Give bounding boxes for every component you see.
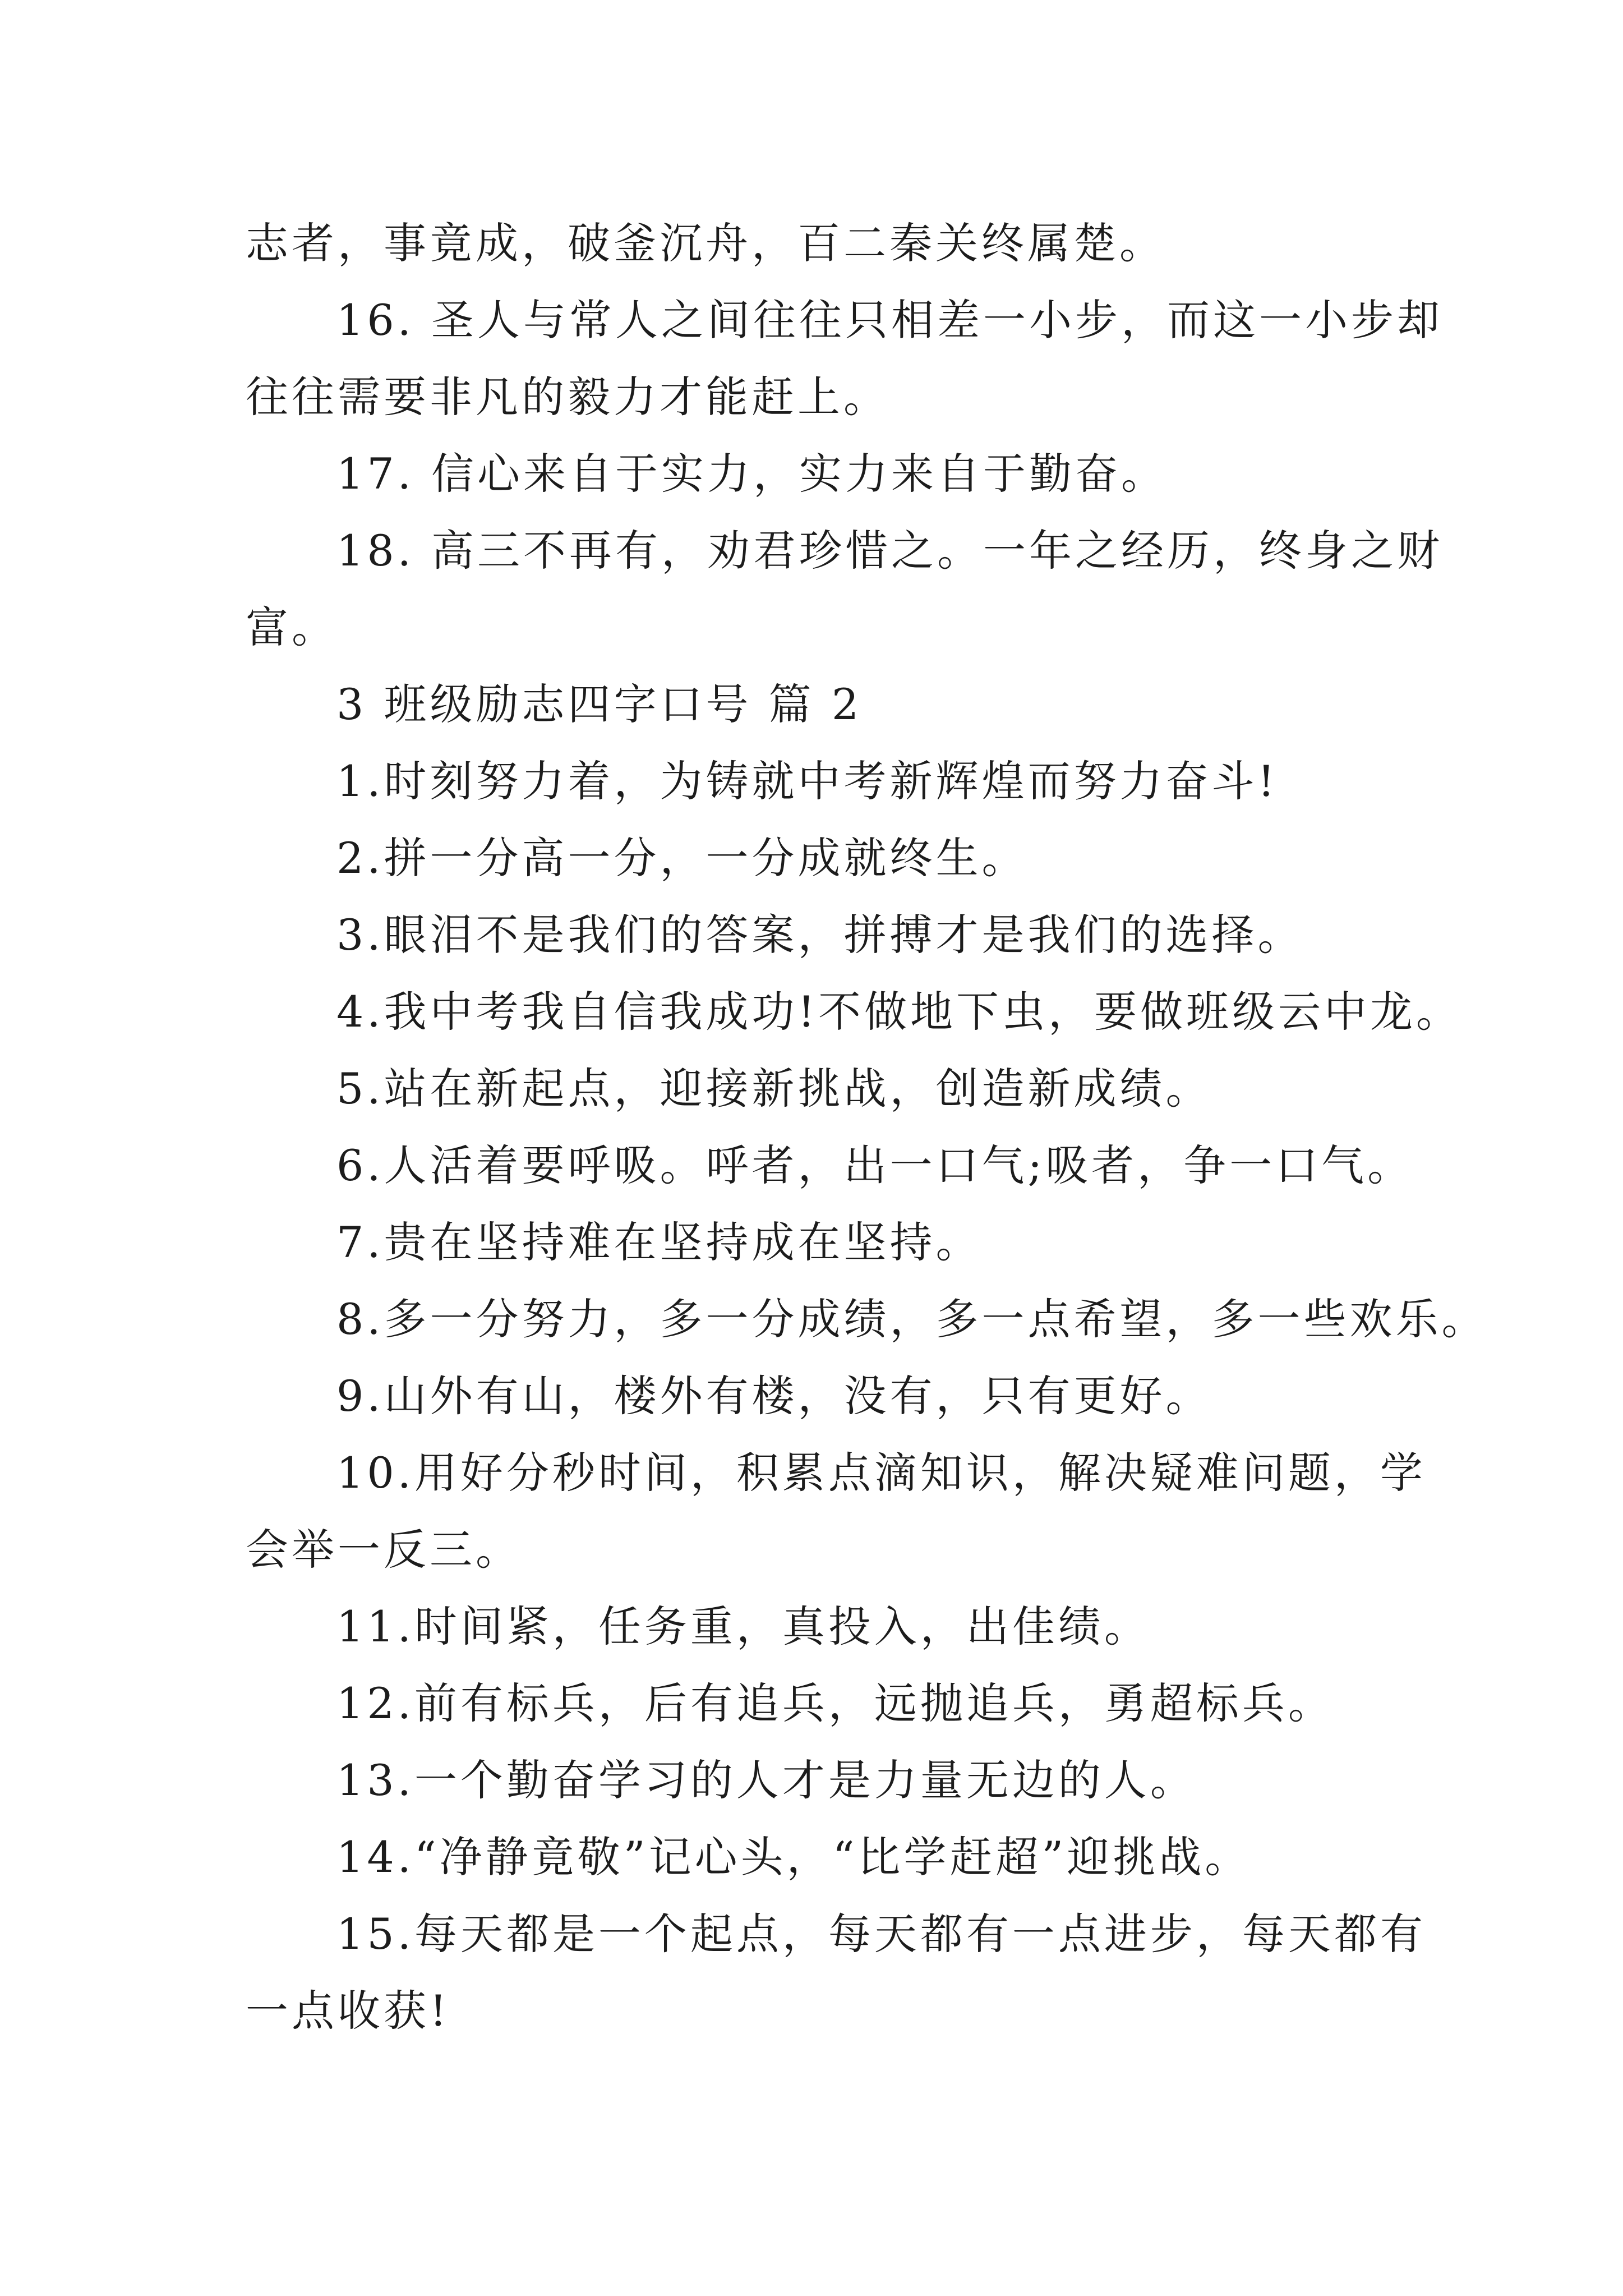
document-body	[246, 205, 1488, 2049]
text-line: 10.用好分秒时间，积累点滴知识，解决疑难问题，学	[336, 1448, 1426, 1498]
text-line: 18. 高三不再有，劝君珍惜之。一年之经历，终身之财	[336, 526, 1444, 576]
text-line: 会举一反三。	[246, 1525, 522, 1575]
text-line: 4.我中考我自信我成功!不做地下虫，要做班级云中龙。	[336, 987, 1463, 1037]
text-line: 14.“净静竟敬”记心头，“比学赶超”迎挑战。	[336, 1832, 1251, 1882]
text-line: 7.贵在坚持难在坚持成在坚持。	[336, 1217, 982, 1267]
text-line: 12.前有标兵，后有追兵，远抛追兵，勇超标兵。	[336, 1678, 1334, 1728]
text-line: 富。	[246, 602, 338, 652]
text-line: 16. 圣人与常人之间往往只相差一小步，而这一小步却	[336, 295, 1444, 345]
text-line: 往往需要非凡的毅力才能赶上。	[246, 372, 889, 422]
text-line: 5.站在新起点，迎接新挑战，创造新成绩。	[336, 1064, 1212, 1114]
text-line: 17. 信心来自于实力，实力来自于勤奋。	[336, 449, 1168, 499]
text-line: 13.一个勤奋学习的人才是力量无边的人。	[336, 1755, 1196, 1805]
text-line: 8.多一分努力，多一分成绩，多一点希望，多一些欢乐。	[336, 1294, 1488, 1344]
text-line: 2.拼一分高一分，一分成就终生。	[336, 833, 1028, 883]
text-line: 1.时刻努力着，为铸就中考新辉煌而努力奋斗!	[336, 756, 1279, 806]
section-heading: 3 班级励志四字口号 篇 2	[336, 679, 863, 729]
text-line: 志者，事竟成，破釜沉舟，百二秦关终属楚。	[246, 218, 1165, 268]
text-line: 11.时间紧，任务重，真投入，出佳绩。	[336, 1602, 1150, 1651]
text-line: 9.山外有山，楼外有楼，没有，只有更好。	[336, 1371, 1212, 1421]
text-line: 3.眼泪不是我们的答案，拼搏才是我们的选择。	[336, 910, 1304, 960]
text-line: 6.人活着要呼吸。呼者，出一口气;吸者，争一口气。	[336, 1140, 1414, 1190]
text-line: 15.每天都是一个起点，每天都有一点进步，每天都有	[336, 1909, 1426, 1959]
text-line: 一点收获!	[246, 1986, 450, 2036]
